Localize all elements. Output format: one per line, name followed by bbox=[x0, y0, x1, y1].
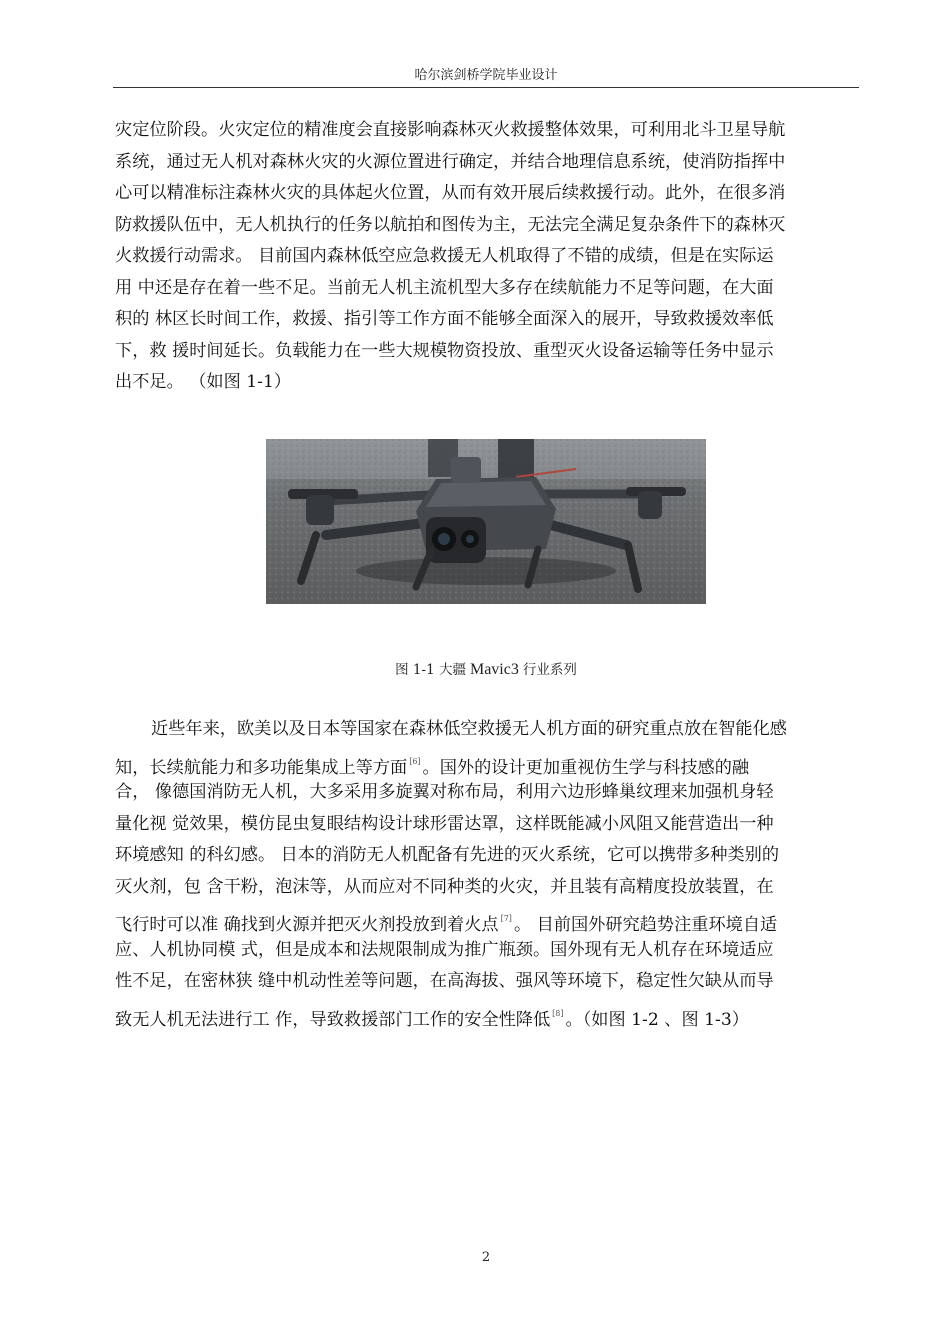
text-line bbox=[115, 746, 857, 778]
paragraph-2 bbox=[115, 714, 857, 1029]
text-line: 量化视 觉效果，模仿昆虫复眼结构设计球形雷达罩，这样既能减小风阻又能营造出一种 bbox=[115, 813, 774, 834]
text-line: 环境感知 的科幻感。 日本的消防无人机配备有先进的灭火系统，它可以携带多种类别的 bbox=[115, 845, 780, 865]
text-line: 心可以精准标注森林火灾的具体起火位置，从而有效开展后续救援行动。此外，在很多消 bbox=[115, 183, 786, 203]
text-line: 积的 林区长时间工作，救援、指引等工作方面不能够全面深入的展开，导致救援效率低 bbox=[115, 309, 774, 329]
text-line: 用 中还是存在着一些不足。当前无人机主流机型大多存在续航能力不足等问题，在大面 bbox=[115, 277, 774, 298]
caption-model: Mavic3 bbox=[469, 661, 519, 678]
text-line: 灾定位阶段。火灾定位的精准度会直接影响森林灭火救援整体效果，可利用北斗卫星导航 bbox=[115, 120, 786, 140]
figure-caption bbox=[113, 658, 859, 679]
text-run: 。国外的设计更加重视仿生学与科技感的融 bbox=[422, 757, 750, 777]
citation-ref[interactable]: [6] bbox=[409, 756, 421, 766]
text-run: 飞行时可以准 确找到火源并把灭火剂投放到着火点 bbox=[115, 915, 499, 935]
text-run: 知，长续航能力和多功能集成上等方面 bbox=[115, 757, 408, 777]
paragraph-1 bbox=[115, 115, 857, 399]
text-run: 致无人机无法进行工 作，导致救援部门工作的安全性降低 bbox=[115, 1009, 551, 1029]
text-line: 出不足。 （如图 1-1） bbox=[115, 372, 292, 392]
page-number: 2 bbox=[481, 1250, 491, 1265]
text-line: 近些年来，欧美以及日本等国家在森林低空救援无人机方面的研究重点放在智能化感 bbox=[151, 719, 787, 739]
text-line: 火救援行动需求。 目前国内森林低空应急救援无人机取得了不错的成绩，但是在实际运 bbox=[115, 246, 774, 266]
text-line: 灭火剂，包 含干粉，泡沫等，从而应对不同种类的火灾，并且装有高精度投放装置，在 bbox=[115, 876, 774, 897]
text-line: 下，救 援时间延长。负载能力在一些大规模物资投放、重型灭火设备运输等任务中显示 bbox=[115, 340, 774, 361]
text-line bbox=[115, 998, 857, 1030]
text-line: 合， 像德国消防无人机，大多采用多旋翼对称布局，利用六边形蜂巢纹理来加强机身轻 bbox=[115, 782, 774, 802]
citation-ref[interactable]: [7] bbox=[500, 914, 512, 923]
page-header: 哈尔滨剑桥学院毕业设计 bbox=[414, 68, 558, 83]
text-run: 。（如图 1-2 、图 1-3） bbox=[565, 1009, 749, 1029]
text-line: 防救援队伍中，无人机执行的任务以航拍和图传为主，无法完全满足复杂条件下的森林灭 bbox=[115, 214, 786, 235]
text-line bbox=[115, 903, 857, 935]
caption-prefix: 图 1-1 大疆 bbox=[395, 662, 466, 678]
drone-photo bbox=[266, 439, 706, 604]
text-run: 。 目前国外研究趋势注重环境自适 bbox=[513, 915, 778, 935]
text-line: 应、人机协同模 式，但是成本和法规限制成为推广瓶颈。国外现有无人机存在环境适应 bbox=[115, 939, 774, 960]
header-rule bbox=[113, 87, 859, 88]
text-line: 系统，通过无人机对森林火灾的火源位置进行确定，并结合地理信息系统，使消防指挥中 bbox=[115, 151, 786, 172]
citation-ref[interactable]: [8] bbox=[552, 1008, 564, 1018]
text-line: 性不足，在密林狭 缝中机动性差等问题，在高海拔、强风等环境下，稳定性欠缺从而导 bbox=[115, 971, 774, 991]
caption-suffix: 行业系列 bbox=[522, 662, 577, 678]
